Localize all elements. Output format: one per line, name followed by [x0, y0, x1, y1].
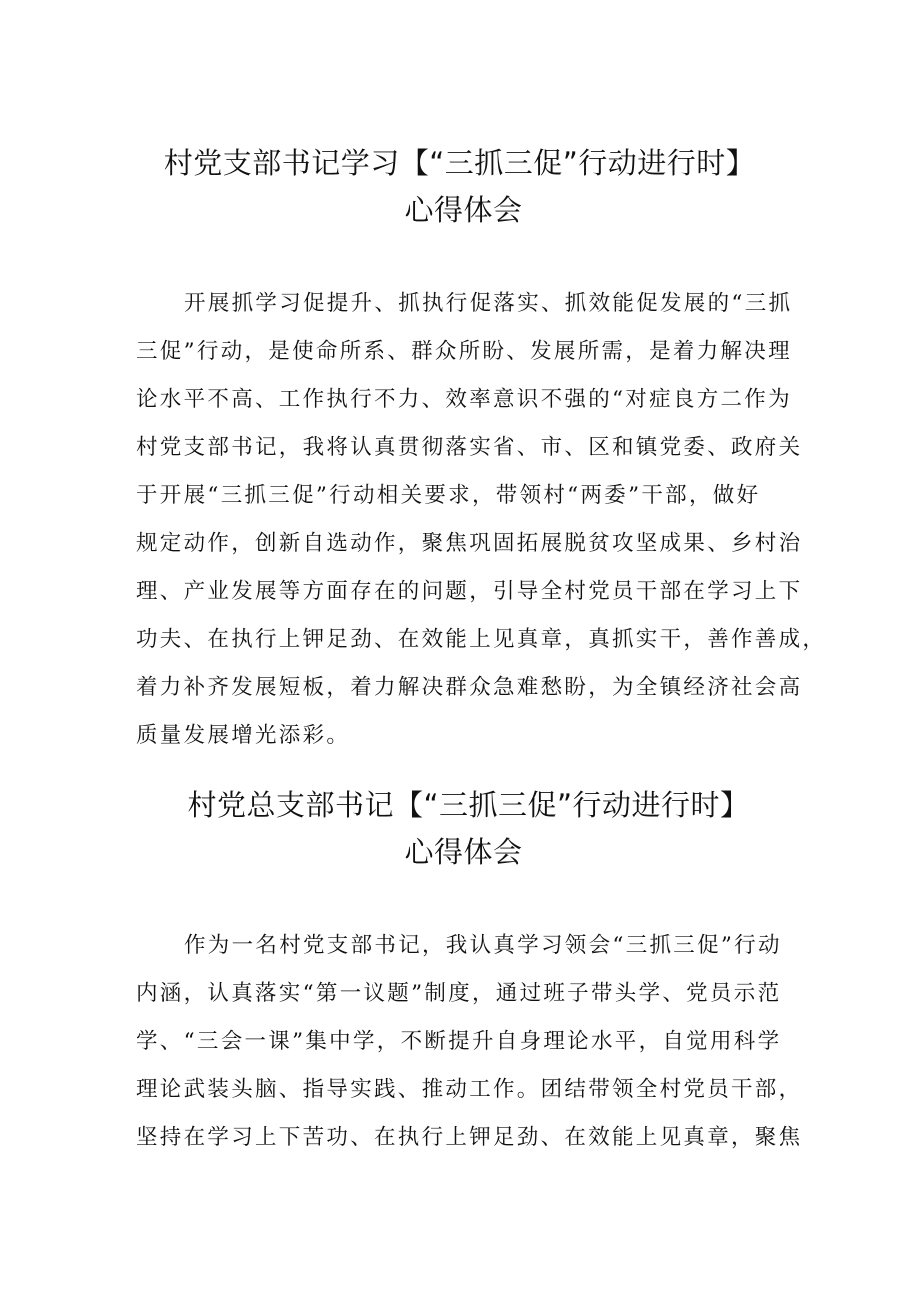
section-1-title: [136, 140, 791, 234]
paragraph-line: 理、产业发展等方面存在的问题，引导全村党员干部在学习上下: [136, 579, 803, 604]
paragraph-line: 三促”行动，是使命所系、群众所盼、发展所需，是着力解决理: [136, 339, 792, 364]
paragraph-line: 理论武装头脑、指导实践、推动工作。团结带领全村党员干部，: [136, 1077, 803, 1102]
paragraph-line: 于开展“三抓三促”行动相关要求，带领村“两委”干部，做好: [136, 483, 761, 508]
paragraph-line: 开展抓学习促提升、抓执行促落实、抓效能促发展的“三抓: [184, 291, 793, 316]
section-2: [136, 782, 803, 1162]
paragraph-line: 质量发展增光添彩。: [136, 723, 351, 748]
paragraph-line: 规定动作，创新自选动作，聚焦巩固拓展脱贫攻坚成果、乡村治: [136, 531, 803, 556]
section-2-title: [136, 782, 791, 876]
paragraph-line: 坚持在学习上下苦功、在执行上钾足劲、在效能上见真章，聚焦: [136, 1125, 803, 1150]
paragraph-line: 内涵，认真落实“第一议题”制度，通过班子带头学、党员示范: [136, 981, 782, 1006]
section-2-title-line-1: 村党总支部书记【“三抓三促”行动进行时】: [187, 788, 750, 822]
section-1-title-line-1: 村党支部书记学习【“三抓三促”行动进行时】: [163, 146, 756, 180]
paragraph-line: 论水平不高、工作执行不力、效率意识不强的“对症良方二作为: [136, 387, 792, 412]
section-1-paragraph: [136, 280, 827, 760]
section-2-paragraph: [136, 922, 803, 1162]
section-2-title-line-2: 心得体会: [404, 835, 523, 869]
section-1: [136, 140, 827, 760]
paragraph-line: 着力补齐发展短板，着力解决群众急难愁盼，为全镇经济社会高: [136, 675, 803, 700]
section-1-title-line-2: 心得体会: [404, 193, 523, 227]
paragraph-line: 学、“三会一课”集中学，不断提升自身理论水平，自觉用科学: [136, 1029, 782, 1054]
paragraph-line: 村党支部书记，我将认真贯彻落实省、市、区和镇党委、政府关: [136, 435, 803, 460]
paragraph-line: 功夫、在执行上钾足劲、在效能上见真章，真抓实干，善作善成，: [136, 627, 827, 652]
paragraph-line: 作为一名村党支部书记，我认真学习领会“三抓三促”行动: [184, 933, 782, 958]
